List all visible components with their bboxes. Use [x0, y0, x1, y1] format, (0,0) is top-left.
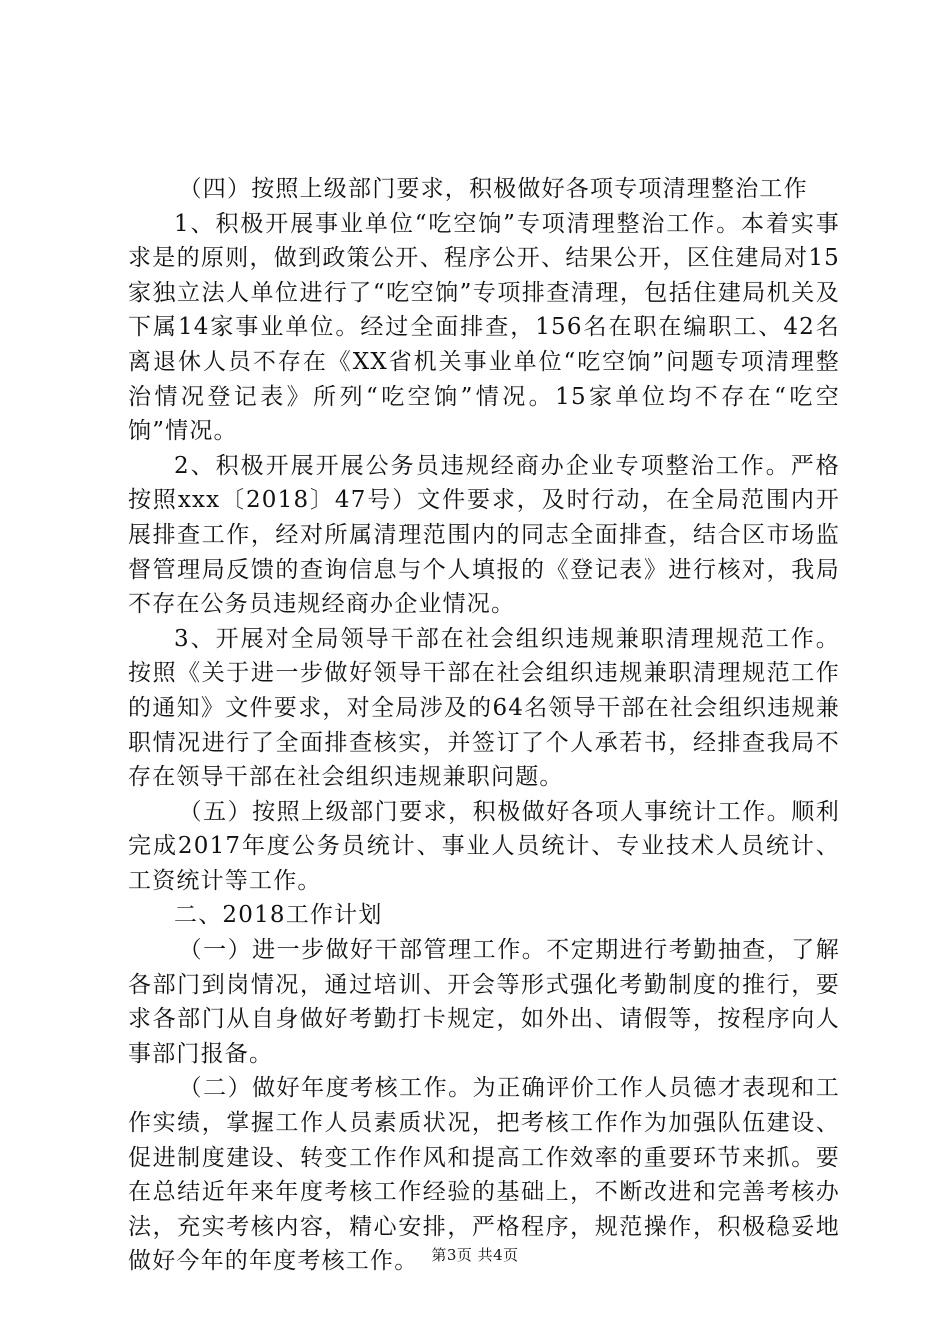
paragraph-item-2: 2、积极开展开展公务员违规经商办企业专项整治工作。严格按照xxx〔2018〕47号）文件要求，及时行动，在全局范围内开展排查工作，经对所属清理范围内的同志全面排查，结合区市场监督管理局反馈的查询信息与个人填报的《登记表》进行核对，我局不存在公务员违规经商办企业情况。 [128, 452, 840, 618]
page-footer: 第3页 共4页 [431, 1246, 519, 1264]
plan-item-two: （二）做好年度考核工作。为正确评价工作人员德才表现和工作实绩，掌握工作人员素质状况，把考核工作作为加强队伍建设、促进制度建设、转变工作作风和提高工作效率的重要环节来抓。要在总结近年来年度考核工作经验的基础上，不断改进和完善考核办法，充实考核内容，精心安排，严格程序，规范操作，积极稳妥地做好今年的年度考核工作。 [128, 1075, 840, 1275]
document-body [128, 172, 840, 1279]
paragraph-item-3: 3、开展对全局领导干部在社会组织违规兼职清理规范工作。按照《关于进一步做好领导干部在社会组织违规兼职清理规范工作的通知》文件要求，对全局涉及的64名领导干部在社会组织违规兼职情况进行了全面排查核实，并签订了个人承若书，经排查我局不存在领导干部在社会组织违规兼职问题。 [128, 625, 840, 791]
section-heading-four: （四）按照上级部门要求，积极做好各项专项清理整治工作 [178, 176, 808, 202]
section-heading-five: （五）按照上级部门要求，积极做好各项人事统计工作。顺利完成2017年度公务员统计、事业人员统计、专业技术人员统计、工资统计等工作。 [128, 798, 840, 894]
section-heading-work-plan: 二、2018工作计划 [174, 902, 383, 929]
paragraph-item-1: 1、积极开展事业单位“吃空饷”专项清理整治工作。本着实事求是的原则，做到政策公开、程序公开、结果公开，区住建局对15家独立法人单位进行了“吃空饷”专项排查清理，包括住建局机关及下属14家事业单位。经过全面排查，156名在职在编职工、42名离退休人员不存在《XX省机关事业单位“吃空饷”问题专项清理整治情况登记表》所列“吃空饷”情况。15家单位均不存在“吃空饷”情况。 [128, 210, 840, 445]
plan-item-one: （一）进一步做好干部管理工作。不定期进行考勤抽查，了解各部门到岗情况，通过培训、开会等形式强化考勤制度的推行，要求各部门从自身做好考勤打卡规定，如外出、请假等，按程序向人事部门报备。 [128, 937, 840, 1067]
